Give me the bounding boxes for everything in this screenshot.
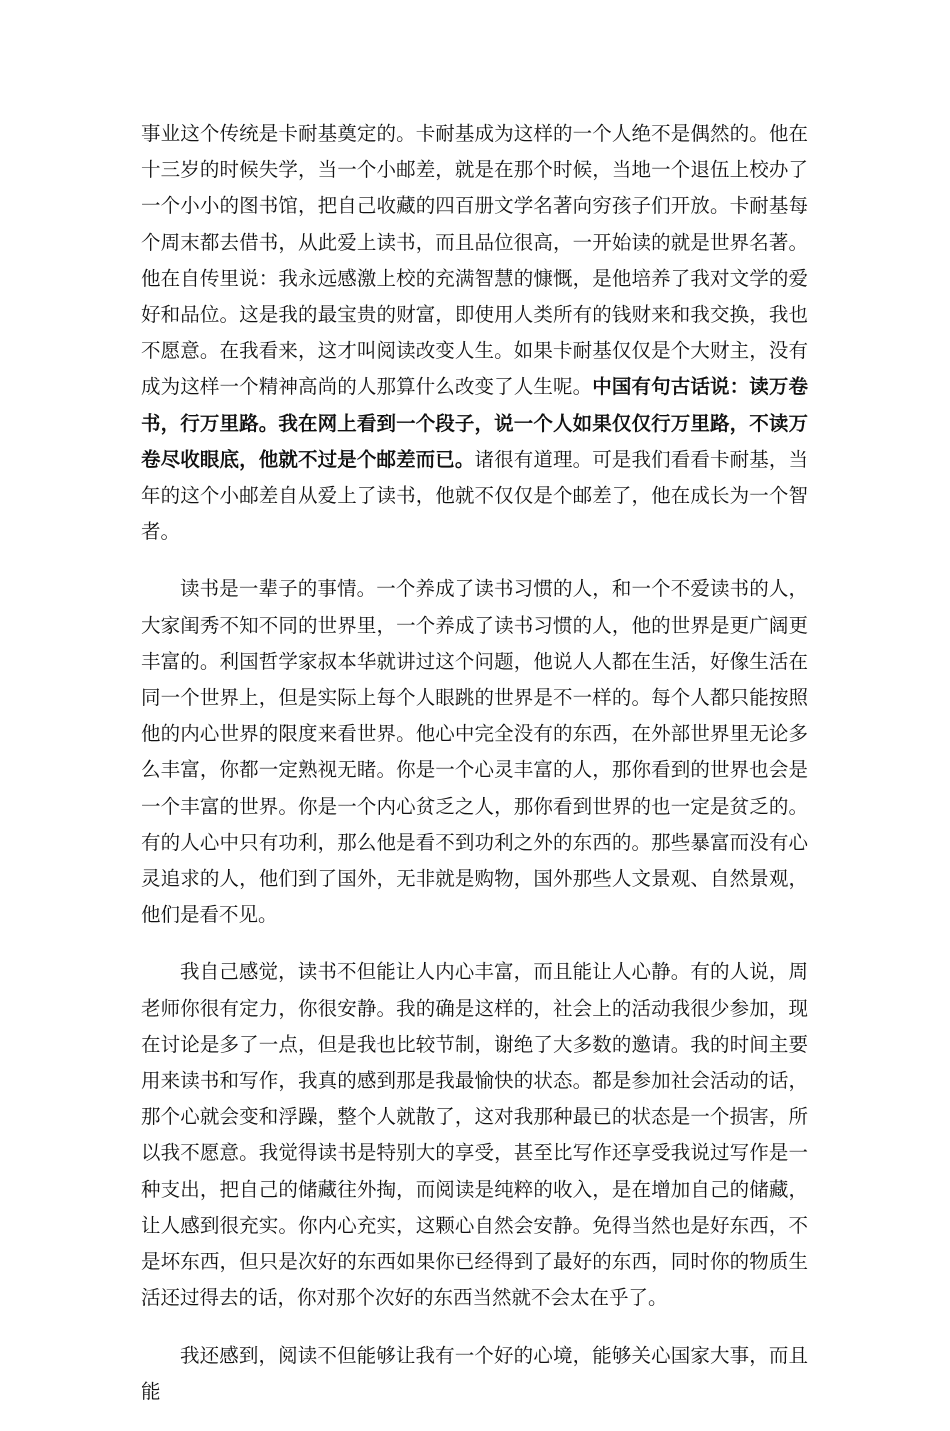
bold-quote-text: 中国有句古话说：读万卷书，行万里路。我在网上看到一个段子，说一个人如果仅仅行万里路，不读万卷尽收眼底，他就不过是个邮差而已。 xyxy=(141,375,808,471)
paragraph-text: 事业这个传统是卡耐基奠定的。卡耐基成为这样的一个人绝不是偶然的。他在十三岁的时候失学，当一个小邮差，就是在那个时候，当地一个退伍上校办了一个小小的图书馆，把自己收藏的四百册文学名著向穷孩子们开放。卡耐基每个周末都去借书，从此爱上读书，而且品位很高，一开始读的就是世界名著。他在自传里说：我永远感激上校的充满智慧的慷慨，是他培养了我对文学的爱好和品位。这是我的最宝贵的财富，即使用人类所有的钱财来和我交换，我也不愿意。在我看来，这才叫阅读改变人生。如果卡耐基仅仅是个大财主，没有成为这样一个精神高尚的人那算什么改变了人生呢。 xyxy=(141,122,808,399)
paragraph-text: 诸很有道理。可是我们看看卡耐基，当年的这个小邮差自从爱上了读书，他就不仅仅是个邮差了，他在成长为一个智者。 xyxy=(141,447,808,544)
paragraph-carnegie xyxy=(141,116,808,550)
paragraph-calm-mind xyxy=(141,954,808,1316)
paragraph-text: 我自己感觉，读书不但能让人内心丰富，而且能让人心静。有的人说，周老师你很有定力，你很安静。我的确是这样的，社会上的活动我很少参加，现在讨论是多了一点，但是我也比较节制，谢绝了大多数的邀请。我的时间主要用来读书和写作，我真的感到那是我最愉快的状态。都是参加社会活动的话，那个心就会变和浮躁，整个人就散了，这对我那种最已的状态是一个损害，所以我不愿意。我觉得读书是特别大的享受，甚至比写作还享受我说过写作是一种支出，把自己的储藏往外掏，而阅读是纯粹的收入，是在增加自己的储藏，让人感到很充实。你内心充实，这颗心自然会安静。免得当然也是好东西，不是坏东西，但只是次好的东西如果你已经得到了最好的东西，同时你的物质生活还过得去的话，你对那个次好的东西当然就不会太在乎了。 xyxy=(141,960,808,1310)
paragraph-text: 我还感到，阅读不但能够让我有一个好的心境，能够关心国家大事，而且能 xyxy=(141,1343,808,1403)
paragraph-continued xyxy=(141,1338,808,1410)
paragraph-lifelong-reading xyxy=(141,571,808,933)
paragraph-text: 读书是一辈子的事情。一个养成了读书习惯的人，和一个不爱读书的人，大家闺秀不知不同的世界里，一个养成了读书习惯的人，他的世界是更广阔更丰富的。利国哲学家叔本华就讲过这个问题，他说人人都在生活，好像生活在同一个世界上，但是实际上每个人眼跳的世界是不一样的。每个人都只能按照他的内心世界的限度来看世界。他心中完全没有的东西，在外部世界里无论多么丰富，你都一定熟视无睹。你是一个心灵丰富的人，那你看到的世界也会是一个丰富的世界。你是一个内心贫乏之人，那你看到世界的也一定是贫乏的。有的人心中只有功利，那么他是看不到功利之外的东西的。那些暴富而没有心灵追求的人，他们到了国外，无非就是购物，国外那些人文景观、自然景观，他们是看不见。 xyxy=(141,577,808,927)
document-body xyxy=(141,116,808,1431)
